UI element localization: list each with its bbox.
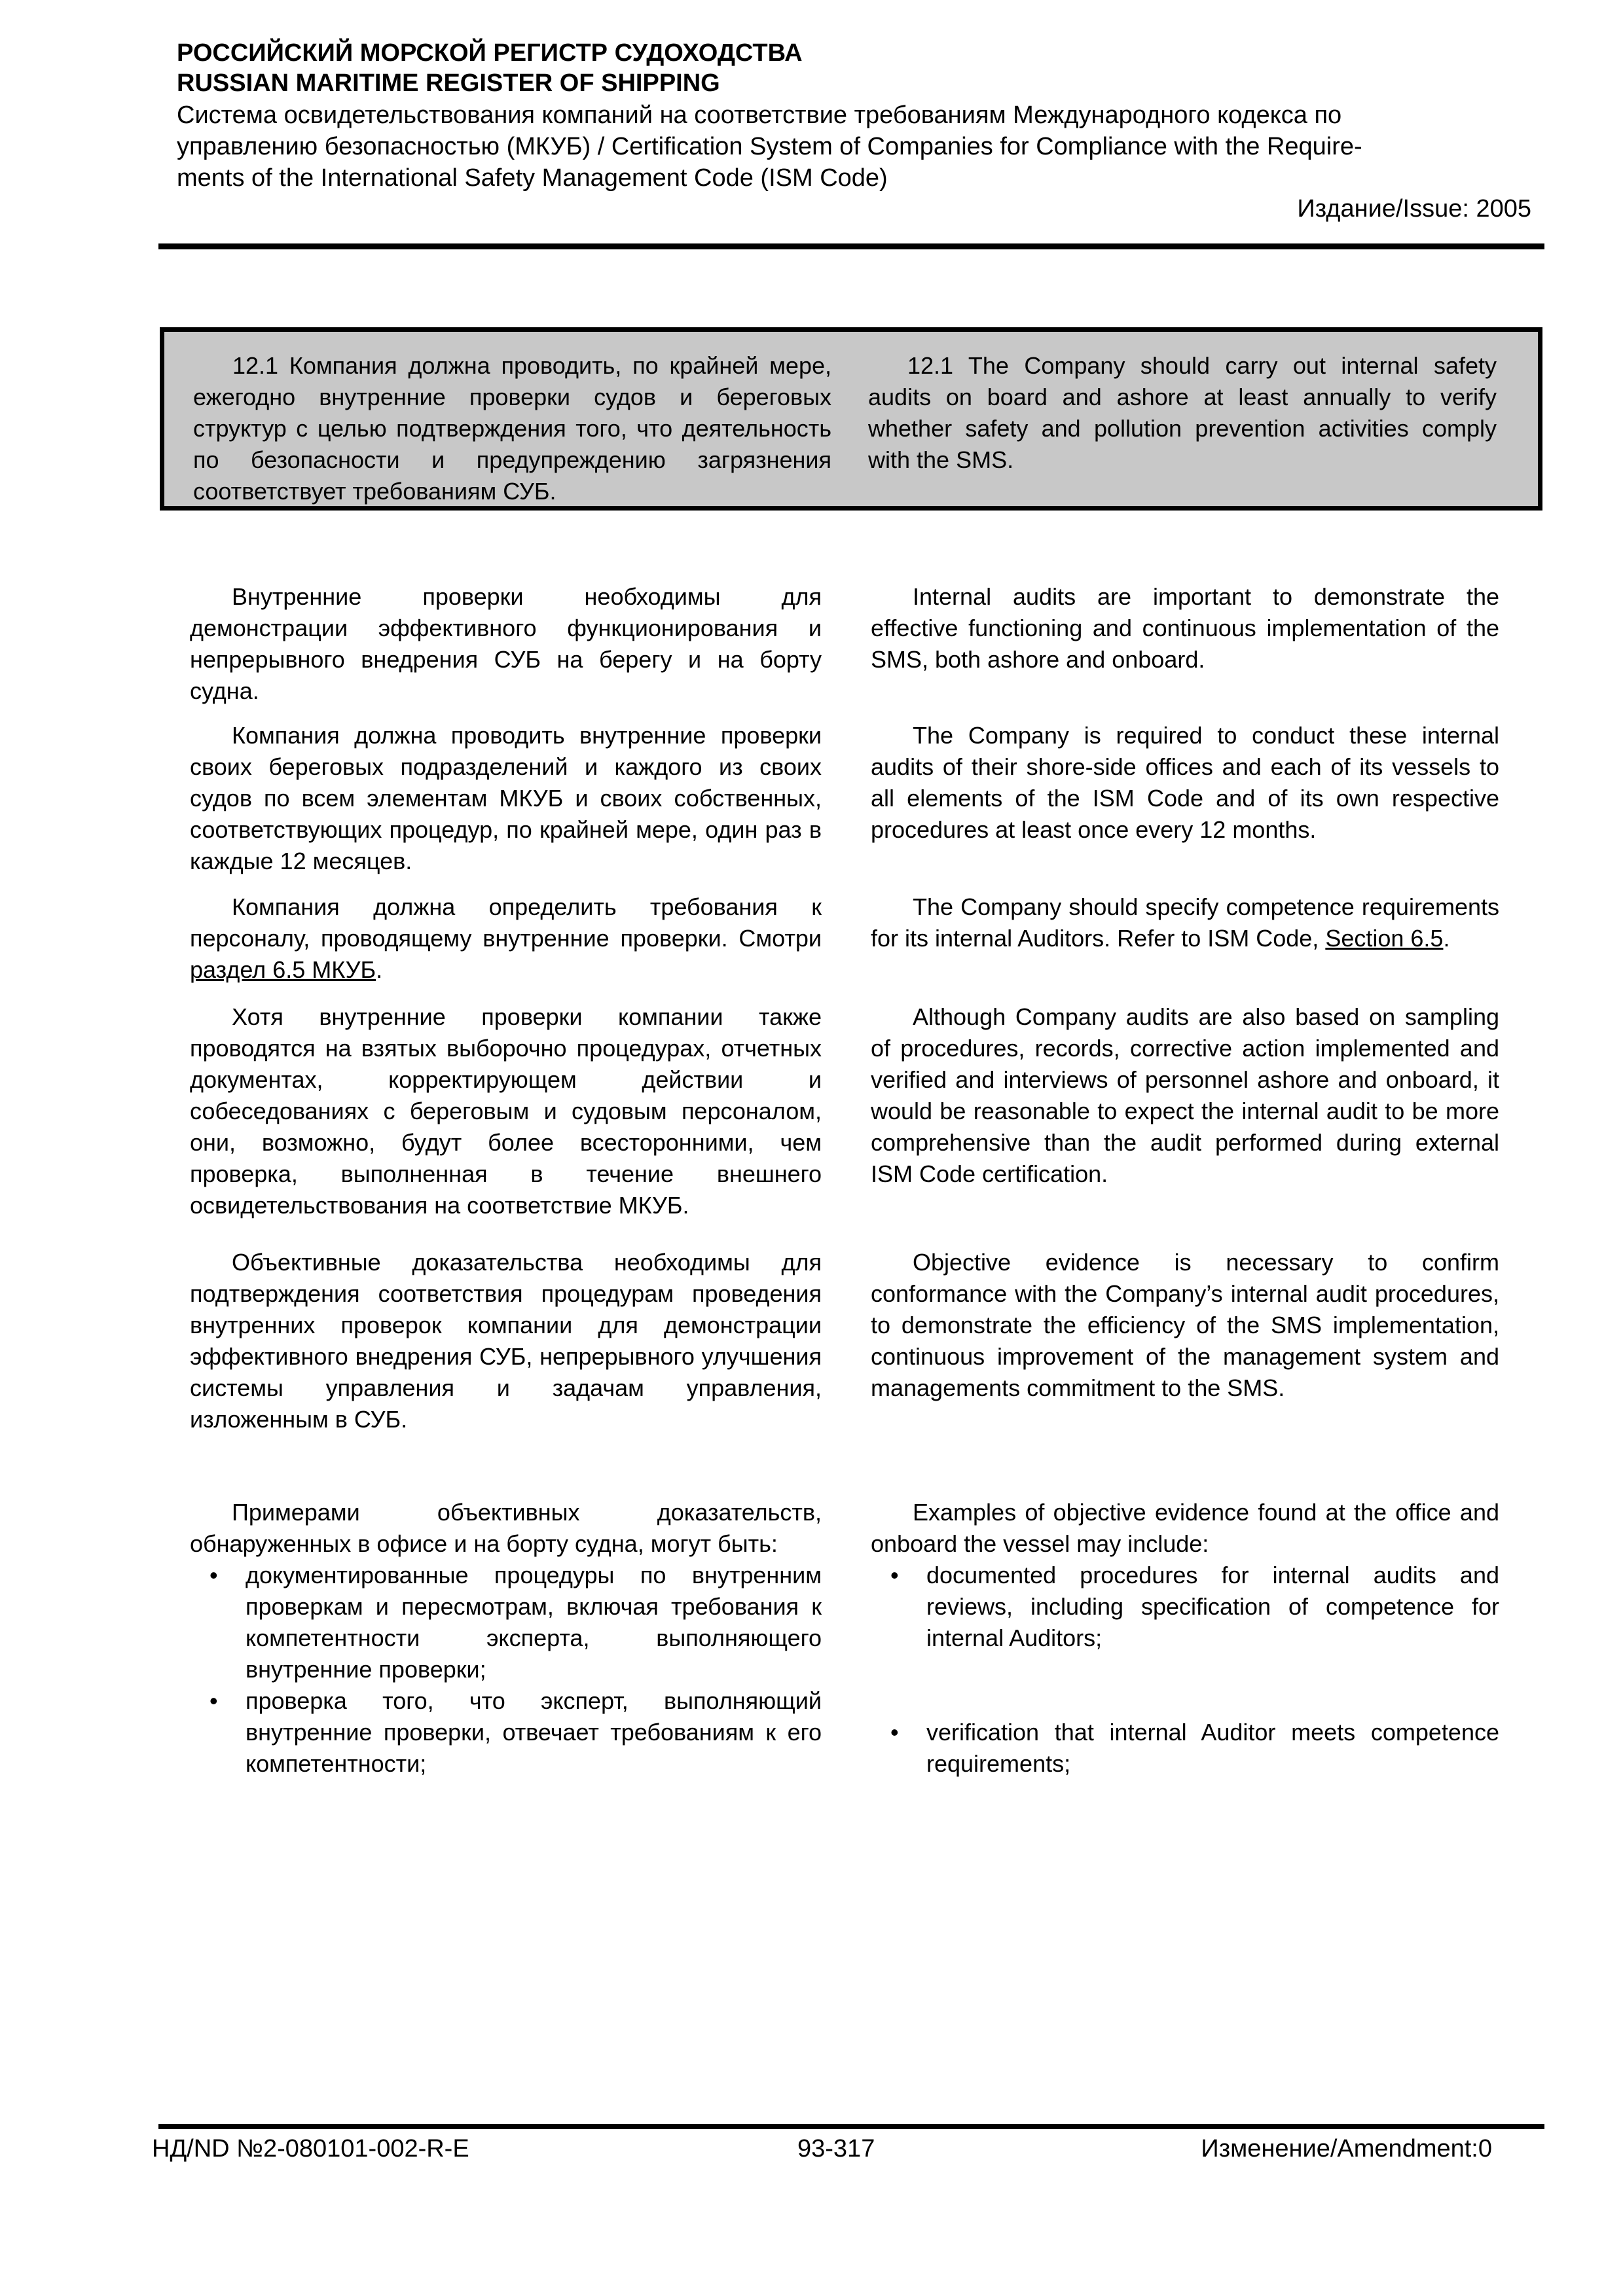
ism-section-link-en: Section 6.5: [1325, 925, 1444, 952]
paragraph-text: Объективные доказательства необходимы для подтверждения соответствия процедурам проведения внутренних проверок компании для демонстрации эффективного внедрения СУБ, непрерывного улучшения системы управления и задачам управления, изложенным в СУБ.: [190, 1249, 822, 1433]
requirement-text-ru: [193, 350, 831, 507]
amendment-label: Изменение/Amendment:0: [1201, 2135, 1492, 2162]
header-divider: [158, 243, 1544, 249]
paragraph-text-part: .: [376, 956, 383, 983]
paragraph-text: [190, 891, 822, 986]
paragraph-text: [871, 891, 1499, 954]
requirement-paragraph-ru: 12.1 Компания должна проводить, по крайней мере, ежегодно внутренние проверки судов и береговых структур с целью подтверждения того, что деятельность по безопасности и предупреждению загрязнения соответствует требованиям СУБ.: [193, 352, 831, 505]
system-title-line-3: ments of the International Safety Management Code (ISM Code): [177, 164, 888, 192]
paragraph-1-en: [871, 581, 1499, 675]
footer-divider: [158, 2124, 1544, 2129]
paragraph-6-en: [871, 1497, 1499, 1780]
document-number: НД/ND №2-080101-002-R-E: [152, 2135, 469, 2162]
requirement-box: [160, 327, 1542, 511]
paragraph-text: Examples of objective evidence found at the office and onboard the vessel may include:: [871, 1499, 1499, 1557]
paragraph-5-ru: [190, 1247, 822, 1435]
requirement-paragraph-en: 12.1 The Company should carry out internal safety audits on board and ashore at least annually to verify whether safety and pollution prevention activities comply with the SMS.: [868, 352, 1497, 473]
paragraph-text: Примерами объективных доказательств, обнаруженных в офисе и на борту судна, могут быть:: [190, 1499, 822, 1557]
system-title-line-2: управлению безопасностью (МКУБ) / Certification System of Companies for Compliance with the Require-: [177, 133, 1362, 160]
requirement-text-en: [868, 350, 1497, 476]
evidence-list-ru: [190, 1560, 822, 1780]
system-title-line-1: Система освидетельствования компаний на соответствие требованиям Международного кодекса по: [177, 101, 1342, 129]
paragraph-6-ru: [190, 1497, 822, 1780]
paragraph-text-part: .: [1443, 925, 1450, 952]
paragraph-3-en: [871, 891, 1499, 954]
evidence-list-en: [871, 1560, 1499, 1780]
paragraph-1-ru: [190, 581, 822, 707]
paragraph-text: Внутренние проверки необходимы для демонстрации эффективного функционирования и непрерывного внедрения СУБ на берегу и на борту судна.: [190, 583, 822, 704]
paragraph-4-en: [871, 1001, 1499, 1190]
certification-system-title: [177, 99, 1512, 194]
document-header: [177, 38, 1512, 194]
paragraph-text-part: The Company should specify competence requirements for its internal Auditors. Refer to ISM Code,: [871, 893, 1499, 952]
paragraph-text: Internal audits are important to demonstrate the effective functioning and continuous implementation of the SMS, both ashore and onboard.: [871, 583, 1499, 673]
paragraph-text: Хотя внутренние проверки компании также проводятся на взятых выборочно процедурах, отчетных документах, корректирующем действии и собеседованиях с береговым и судовым персоналом, они, возможно, будут более всесторонними, чем проверка, выполненная в течение внешнего освидетельствования на соответствие МКУБ.: [190, 1003, 822, 1219]
paragraph-5-en: [871, 1247, 1499, 1404]
list-item: • documented procedures for internal audits and reviews, including specification of competence for internal Auditors;: [871, 1560, 1499, 1654]
list-item: • документированные процедуры по внутренним проверкам и пересмотрам, включая требования к компетентности эксперта, выполняющего внутренние проверки;: [190, 1560, 822, 1685]
paragraph-text: Компания должна проводить внутренние проверки своих береговых подразделений и каждого из своих судов по всем элементам МКУБ и своих собственных, соответствующих процедур, по крайней мере, один раз в каждые 12 месяцев.: [190, 722, 822, 874]
paragraph-text: The Company is required to conduct these internal audits of their shore-side offices and each of its vessels to all elements of the ISM Code and of its own respective procedures at least once every 12 months.: [871, 722, 1499, 843]
page-number: 93-317: [797, 2135, 875, 2162]
paragraph-4-ru: [190, 1001, 822, 1221]
paragraph-2-ru: [190, 720, 822, 877]
paragraph-text-part: Компания должна определить требования к персоналу, проводящему внутренние проверки. Смотри: [190, 893, 822, 952]
ism-section-link-ru: раздел 6.5 МКУБ: [190, 956, 376, 983]
paragraph-2-en: [871, 720, 1499, 846]
issue-label: Издание/Issue: 2005: [1297, 195, 1531, 223]
org-name-ru: РОССИЙСКИЙ МОРСКОЙ РЕГИСТР СУДОХОДСТВА: [177, 39, 803, 67]
list-item: • verification that internal Auditor meets competence requirements;: [871, 1717, 1499, 1780]
paragraph-3-ru: [190, 891, 822, 986]
org-name-en: RUSSIAN MARITIME REGISTER OF SHIPPING: [177, 69, 720, 97]
paragraph-text: Objective evidence is necessary to confirm conformance with the Company’s internal audit procedures, to demonstrate the efficiency of the SMS implementation, continuous improvement of the management system and managements commitment to the SMS.: [871, 1249, 1499, 1401]
list-item: • проверка того, что эксперт, выполняющий внутренние проверки, отвечает требованиям к его компетентности;: [190, 1685, 822, 1780]
paragraph-text: Although Company audits are also based on sampling of procedures, records, corrective action implemented and verified and interviews of personnel ashore and onboard, it would be reasonable to expect the internal audit to be more comprehensive than the audit performed during external ISM Code certification.: [871, 1003, 1499, 1187]
